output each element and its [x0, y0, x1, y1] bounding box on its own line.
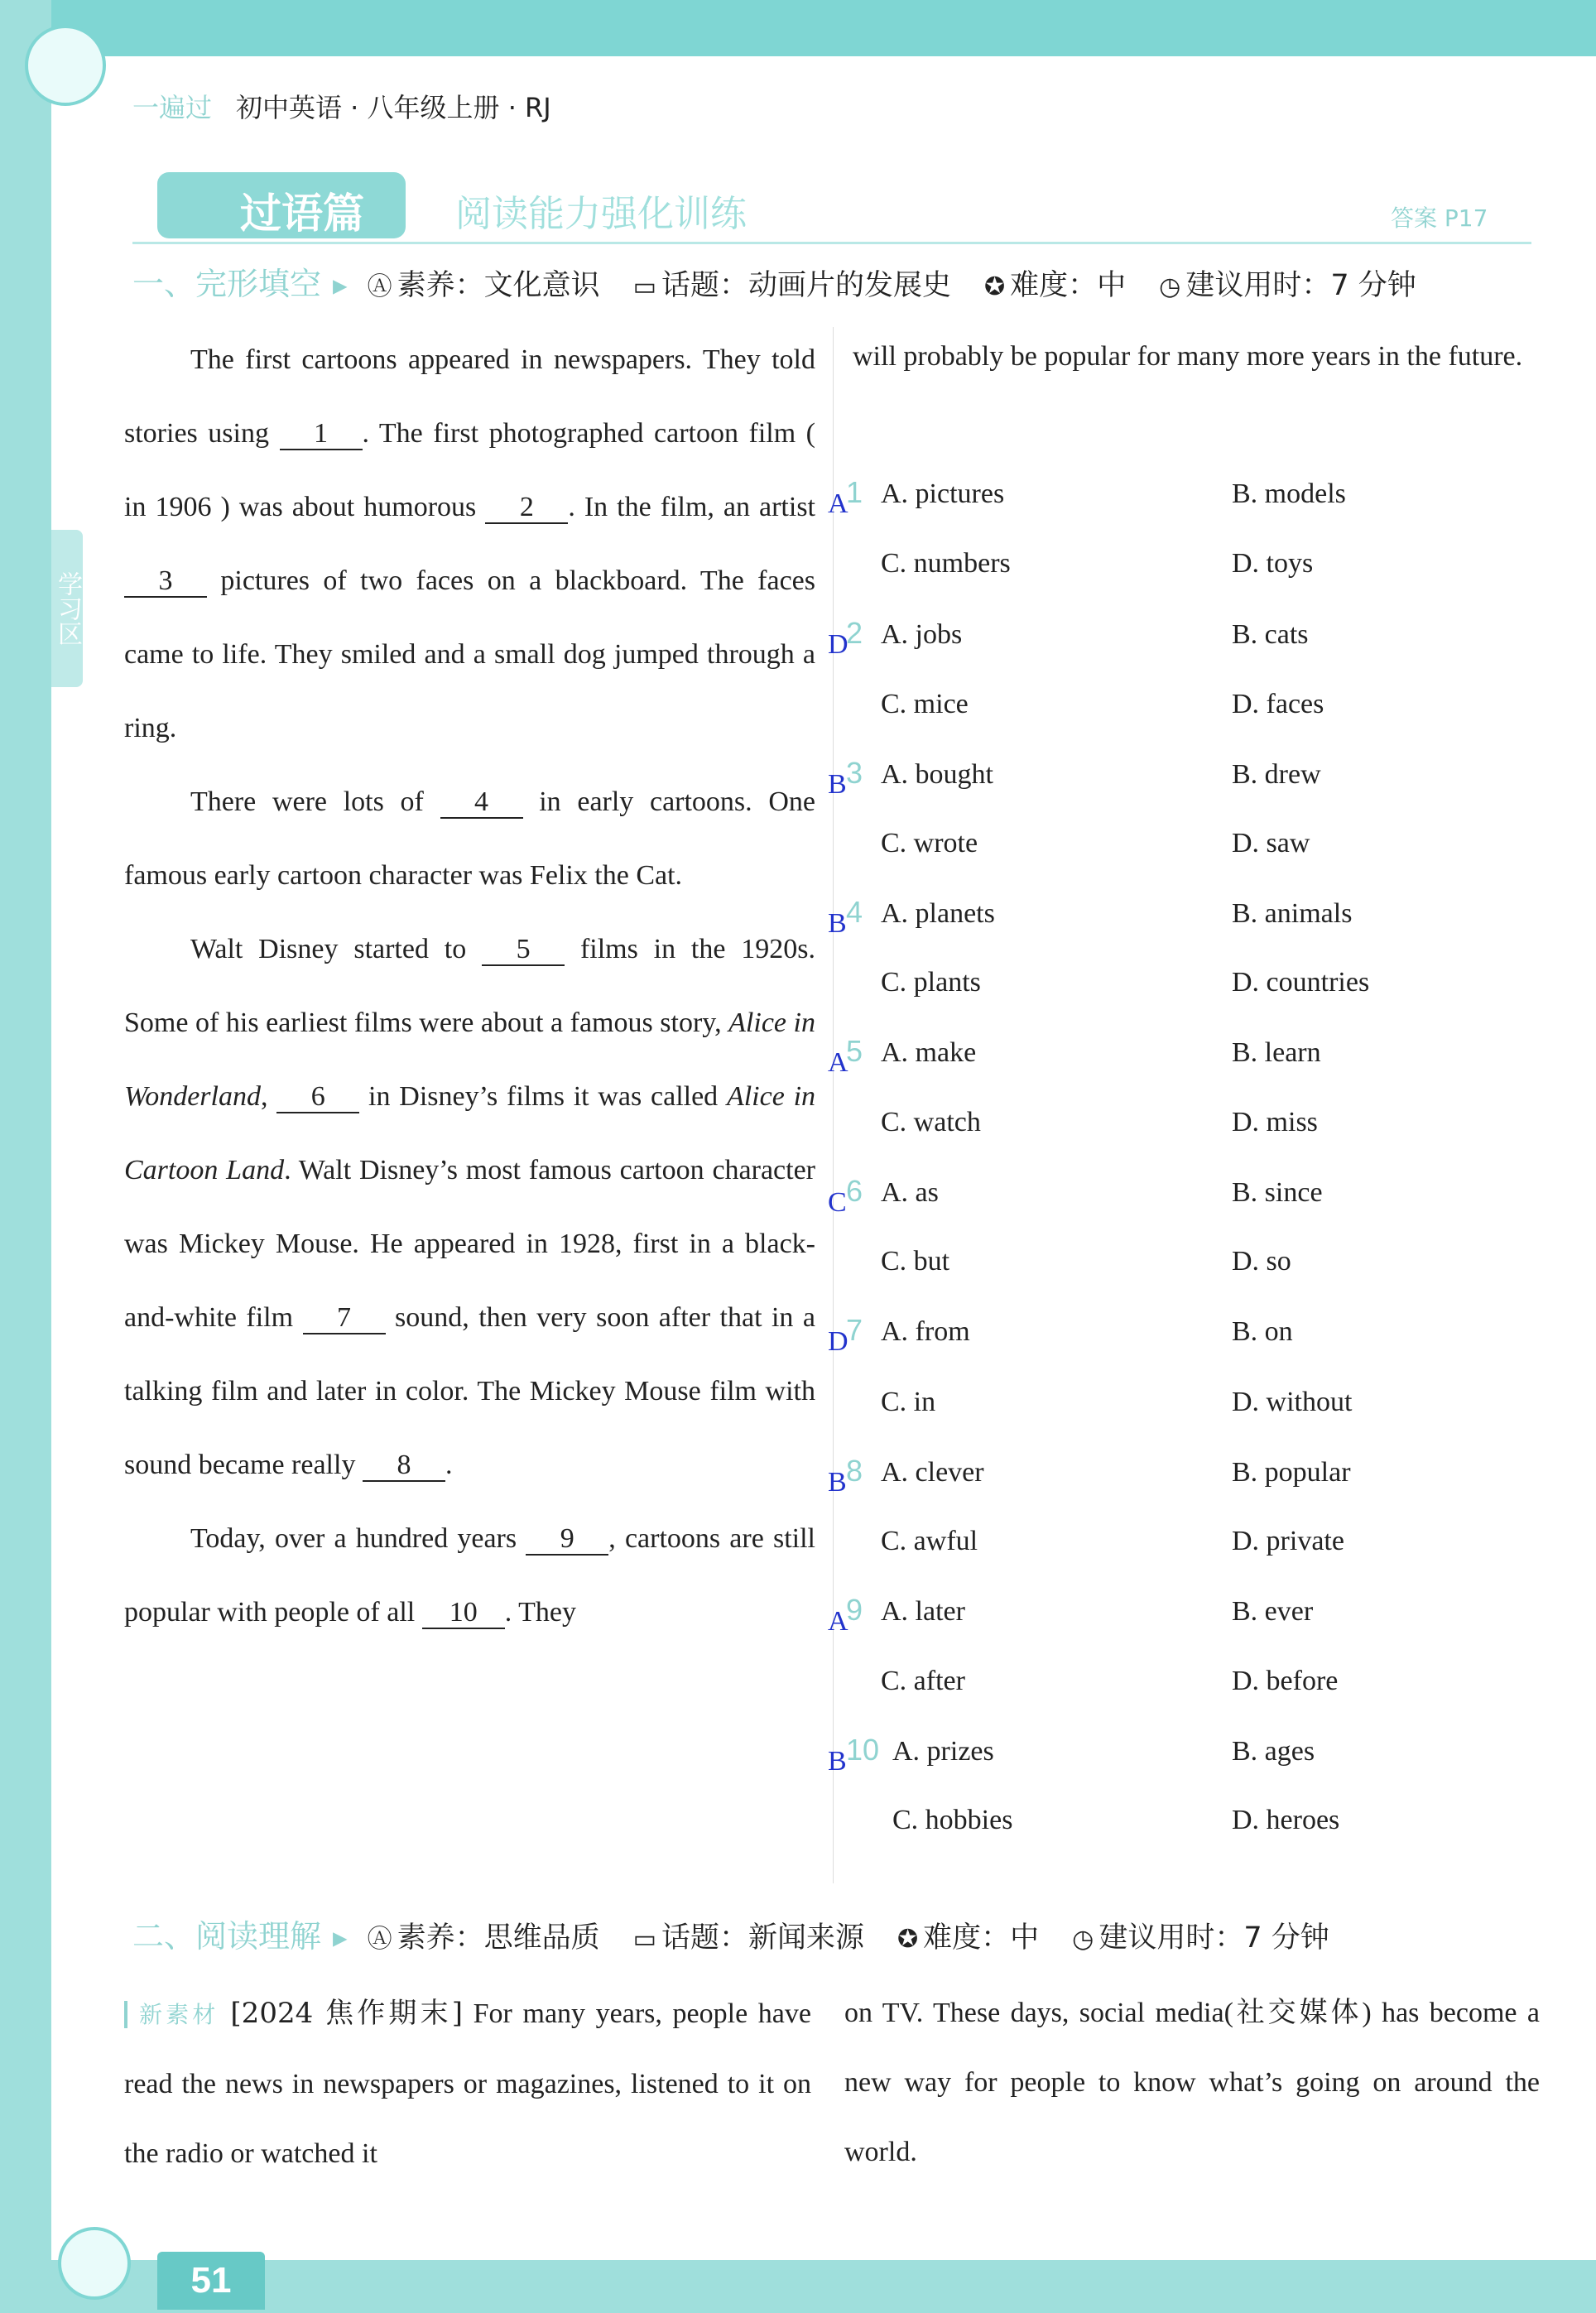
question-3-row-2: [828, 828, 1573, 878]
text-run: , cartoons are still popular with people of all: [124, 1523, 815, 1628]
text-run: films in the 1920s. Some of his earliest films were about a famous story,: [124, 934, 816, 1038]
question-4-row-2: [828, 967, 1573, 1017]
topic-icon: ▭: [632, 1925, 656, 1954]
blank-1: 1: [280, 418, 363, 450]
question-number: 1: [846, 475, 863, 509]
text-run: The first cartoons appeared in newspapers. They told stories using: [124, 344, 815, 449]
answer-mark: B: [828, 769, 847, 800]
literacy-icon: Ⓐ: [367, 1925, 392, 1954]
blank-6: 6: [276, 1081, 359, 1113]
answer-mark: A: [828, 488, 848, 519]
question-number: 10: [846, 1733, 880, 1767]
answer-mark: C: [828, 1187, 847, 1218]
question-8-row-1: [828, 1454, 1573, 1507]
section1-time: 建议用时：7 分钟: [1185, 269, 1416, 302]
question-7-row-1: [828, 1313, 1573, 1366]
page-number: 51: [157, 2252, 265, 2310]
book-title: 初中英语 · 八年级上册 · RJ: [236, 92, 551, 123]
option-b[interactable]: B. cats: [1232, 619, 1309, 650]
paragraph-2: [124, 765, 815, 912]
reading-text-continued: on TV. These days, social media(社交媒体) has become a new way for people to know what’s going on around the world.: [844, 1998, 1540, 2167]
section2-time: 建议用时：7 分钟: [1098, 1921, 1329, 1955]
question-number: 4: [846, 895, 863, 929]
section2-literacy: 素养：思维品质: [397, 1921, 600, 1955]
text-run: ,: [260, 1081, 268, 1112]
option-a[interactable]: A. planets: [881, 898, 995, 929]
option-d[interactable]: D. before: [1232, 1666, 1339, 1696]
literacy-icon: Ⓐ: [367, 272, 392, 301]
reading-text: For many years, people have read the news in newspapers or magazines, listened to it on the radio or watched it: [124, 1998, 811, 2169]
option-c[interactable]: C. wrote: [881, 828, 978, 858]
question-number: 3: [846, 756, 863, 790]
source-label: [2024 焦作期末]: [230, 1997, 463, 2030]
question-2-row-1: [828, 616, 1573, 669]
section2-heading: [132, 1911, 1363, 1956]
section2-topic: 话题：新闻来源: [661, 1921, 864, 1955]
cloze-passage: [124, 323, 815, 1649]
question-number: 6: [846, 1174, 863, 1208]
question-5-row-2: [828, 1107, 1573, 1156]
question-number: 7: [846, 1313, 863, 1347]
paragraph-3: [124, 912, 815, 1502]
option-a[interactable]: A. as: [881, 1177, 939, 1208]
option-d[interactable]: D. saw: [1232, 828, 1310, 858]
difficulty-icon: ✪: [897, 1925, 919, 1954]
section2-difficulty: 难度：中: [923, 1921, 1040, 1955]
option-b[interactable]: B. models: [1232, 478, 1346, 509]
question-3-row-1: [828, 756, 1573, 809]
text-run: sound, then very soon after that in a talking film and later in color. The Mickey Mouse film with sound became really: [124, 1302, 815, 1480]
text-run: . The first photographed cartoon film ( in 1906 ) was about humorous: [124, 418, 816, 522]
option-d[interactable]: D. countries: [1232, 967, 1370, 998]
option-a[interactable]: A. clever: [881, 1457, 984, 1488]
blank-10: 10: [422, 1597, 505, 1629]
side-tab-label: 学习区: [51, 530, 83, 687]
text-run: Today, over a hundred years: [190, 1523, 517, 1554]
mascot-icon: [25, 25, 106, 106]
answer-reference: 答案 P17: [1391, 204, 1488, 232]
text-run: .: [445, 1450, 453, 1480]
text-run: There were lots of: [190, 786, 424, 817]
question-number: 9: [846, 1593, 863, 1627]
option-d[interactable]: D. without: [1232, 1387, 1353, 1417]
blank-3: 3: [124, 565, 207, 598]
text-run: . Walt Disney’s most famous cartoon character was Mickey Mouse. He appeared in 1928, first in a black-and-white film: [124, 1155, 815, 1333]
option-a[interactable]: A. prizes: [892, 1736, 994, 1767]
option-a[interactable]: A. jobs: [881, 619, 963, 650]
reading-paragraph: [124, 1979, 811, 2189]
question-1-row-1: [828, 475, 1573, 528]
left-color-band: [0, 0, 51, 2313]
option-b[interactable]: B. drew: [1232, 759, 1321, 790]
option-c[interactable]: C. after: [881, 1666, 965, 1696]
question-1-row-2: [828, 548, 1573, 598]
option-a[interactable]: A. make: [881, 1037, 977, 1068]
top-color-band: [0, 0, 1596, 56]
blank-7: 7: [303, 1302, 386, 1334]
topic-icon: ▭: [632, 272, 656, 301]
option-d[interactable]: D. faces: [1232, 689, 1324, 719]
mascot-footer-icon: [58, 2227, 131, 2300]
option-a[interactable]: A. pictures: [881, 478, 1005, 509]
banner-title: 过语篇: [240, 190, 364, 238]
question-5-row-1: [828, 1034, 1573, 1087]
option-d[interactable]: D. toys: [1232, 548, 1314, 579]
section1-difficulty: 难度：中: [1010, 269, 1127, 302]
blank-4: 4: [440, 786, 523, 819]
question-6-row-1: [828, 1174, 1573, 1227]
question-number: 8: [846, 1454, 863, 1488]
option-c[interactable]: C. mice: [881, 689, 969, 719]
paragraph-1: [124, 323, 815, 765]
option-b[interactable]: B. ever: [1232, 1596, 1314, 1627]
paragraph-4-continued: will probably be popular for many more years in the future.: [853, 341, 1523, 372]
answer-mark: A: [828, 1606, 848, 1637]
option-a[interactable]: A. bought: [881, 759, 993, 790]
difficulty-icon: ✪: [983, 272, 1006, 301]
option-c[interactable]: C. numbers: [881, 548, 1011, 579]
question-6-row-2: [828, 1246, 1573, 1296]
section1-topic: 话题：动画片的发展史: [661, 269, 951, 302]
paragraph-4: [124, 1502, 815, 1649]
answer-mark: B: [828, 1746, 847, 1777]
option-d[interactable]: D. heroes: [1232, 1805, 1340, 1835]
option-d[interactable]: D. so: [1232, 1246, 1291, 1277]
answer-mark: B: [828, 908, 847, 939]
option-b[interactable]: B. ages: [1232, 1736, 1315, 1767]
arrow-icon: ▸: [333, 1921, 348, 1955]
text-run: in Disney’s films it was called: [368, 1081, 719, 1112]
option-a[interactable]: A. from: [881, 1316, 970, 1347]
section1-name: 一、完形填空: [132, 266, 322, 302]
text-run: pictures of two faces on a blackboard. The faces came to life. They smiled and a small dog jumped through a ring.: [124, 565, 815, 743]
option-b[interactable]: B. popular: [1232, 1457, 1351, 1488]
section1-literacy: 素养：文化意识: [397, 269, 600, 302]
film-title-alice: Alice in Cartoon Land: [124, 1081, 816, 1185]
option-b[interactable]: B. animals: [1232, 898, 1353, 929]
section2-name: 二、阅读理解: [132, 1918, 322, 1955]
clock-icon: ◷: [1072, 1925, 1094, 1954]
option-c[interactable]: C. plants: [881, 967, 981, 998]
option-c[interactable]: C. in: [881, 1387, 936, 1417]
blank-8: 8: [363, 1450, 445, 1482]
text-run: Walt Disney started to: [190, 934, 467, 964]
option-c[interactable]: C. awful: [881, 1526, 978, 1556]
option-b[interactable]: B. learn: [1232, 1037, 1321, 1068]
option-c[interactable]: C. but: [881, 1246, 950, 1277]
text-run: . In the film, an artist: [568, 492, 815, 522]
question-number: 5: [846, 1034, 863, 1068]
reading-passage-right: [844, 1979, 1540, 2187]
arrow-icon: ▸: [333, 269, 348, 302]
new-material-tag: 新素材: [124, 2001, 219, 2028]
option-c[interactable]: C. watch: [881, 1107, 981, 1137]
text-run: in early cartoons. One famous early cartoon character was Felix the Cat.: [124, 786, 815, 891]
question-10-row-1: [828, 1733, 1573, 1786]
text-run: . They: [504, 1597, 576, 1628]
question-9-row-1: [828, 1593, 1573, 1646]
section1-heading: [132, 258, 1449, 304]
answer-mark: B: [828, 1467, 847, 1498]
series-name: 一遍过: [132, 92, 213, 123]
blank-9: 9: [526, 1523, 608, 1556]
blank-5: 5: [482, 934, 565, 966]
cloze-passage-continued: [853, 323, 1548, 391]
option-d[interactable]: D. miss: [1232, 1107, 1318, 1137]
option-c[interactable]: C. hobbies: [892, 1805, 1013, 1835]
answer-mark: D: [828, 629, 848, 660]
option-b[interactable]: B. on: [1232, 1316, 1293, 1347]
clock-icon: ◷: [1159, 272, 1181, 301]
question-number: 2: [846, 616, 863, 650]
question-7-row-2: [828, 1387, 1573, 1436]
reading-passage-left: [124, 1979, 811, 2189]
option-a[interactable]: A. later: [881, 1596, 965, 1627]
option-d[interactable]: D. private: [1232, 1526, 1344, 1556]
answer-mark: A: [828, 1047, 848, 1078]
question-2-row-2: [828, 689, 1573, 738]
question-4-row-1: [828, 895, 1573, 948]
banner-divider: [132, 242, 1531, 244]
blank-2: 2: [485, 492, 568, 524]
question-8-row-2: [828, 1526, 1573, 1575]
question-10-row-2: [828, 1805, 1573, 1854]
book-title-alice: Alice in Wonderland: [124, 1007, 816, 1112]
banner-subtitle: 阅读能力强化训练: [455, 193, 747, 235]
question-9-row-2: [828, 1666, 1573, 1715]
answer-mark: D: [828, 1326, 848, 1357]
option-b[interactable]: B. since: [1232, 1177, 1323, 1208]
